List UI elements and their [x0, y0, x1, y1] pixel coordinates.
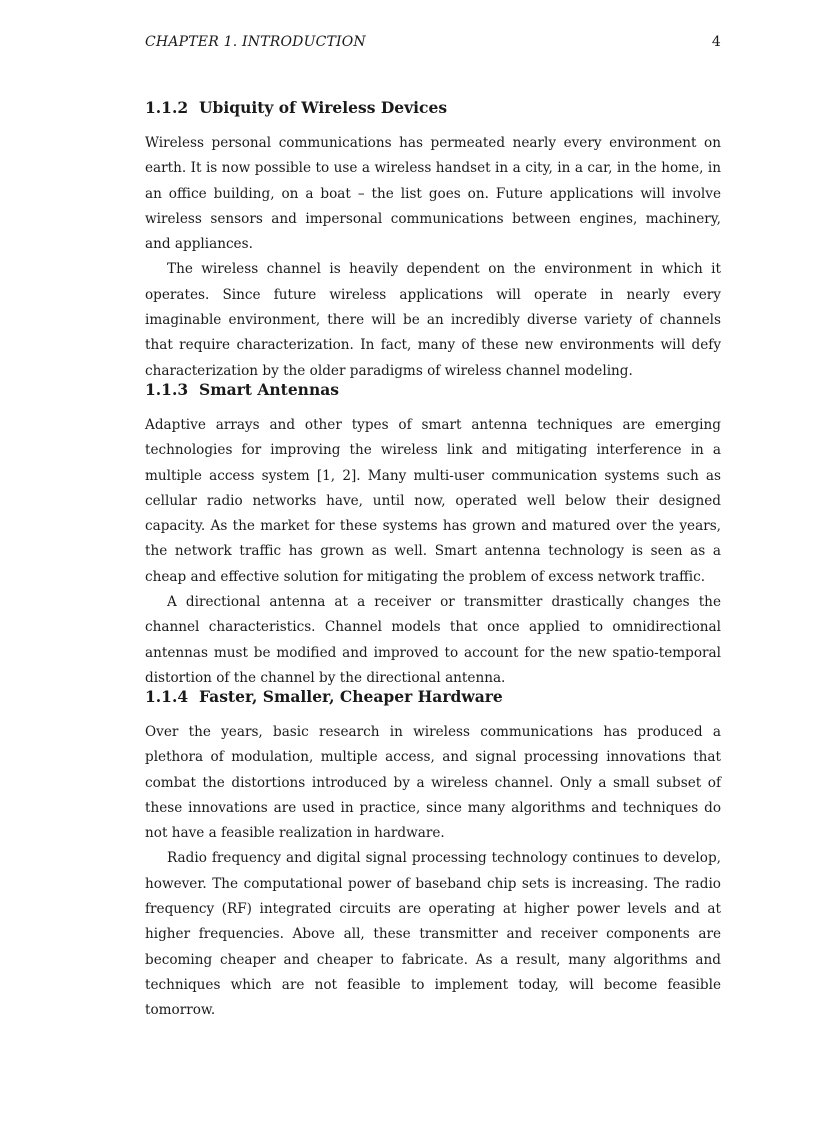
- section-title: Faster, Smaller, Cheaper Hardware: [199, 687, 503, 706]
- section-number: 1.1.3: [145, 380, 189, 399]
- section-1-1-3: [145, 380, 721, 691]
- section-number: 1.1.4: [145, 687, 189, 706]
- section-title: Smart Antennas: [199, 380, 339, 399]
- section-heading: [145, 98, 721, 118]
- chapter-title: CHAPTER 1. INTRODUCTION: [145, 34, 366, 50]
- section-number: 1.1.2: [145, 98, 189, 117]
- section-1-1-4: [145, 687, 721, 1024]
- section-heading: [145, 380, 721, 400]
- paragraph: The wireless channel is heavily dependent on the environment in which it operates. Since future wireless applications will operate in nearly every imaginable environment, there will be an incredibly diverse variety of channels that require characterization. In fact, many of these new environments will defy characterization by the older paradigms of wireless channel modeling.: [145, 261, 721, 379]
- running-header: [145, 34, 721, 54]
- paragraph: Adaptive arrays and other types of smart antenna techniques are emerging technologies for improving the wireless link and mitigating interference in a multiple access system [1, 2]. Many multi-user communication systems such as cellular radio networks have, until now, operated well below their designed capacity. As the market for these systems has grown and matured over the years, the network traffic has grown as well. Smart antenna technology is seen as a cheap and effective solution for mitigating the problem of excess network traffic.: [145, 417, 721, 585]
- section-title: Ubiquity of Wireless Devices: [199, 98, 448, 117]
- paragraph: Wireless personal communications has permeated nearly every environment on earth. It is now possible to use a wireless handset in a city, in a car, in the home, in an office building, on a boat – the list goes on. Future applications will involve wireless sensors and impersonal communications between engines, machinery, and appliances.: [145, 135, 721, 253]
- section-1-1-2: [145, 98, 721, 384]
- page-number: 4: [711, 34, 721, 50]
- section-heading: [145, 687, 721, 707]
- paragraph: A directional antenna at a receiver or transmitter drastically changes the channel characteristics. Channel models that once applied to omnidirectional antennas must be modified and improved to account for the new spatio-temporal distortion of the channel by the directional antenna.: [145, 594, 721, 686]
- paragraph: Over the years, basic research in wireless communications has produced a plethora of modulation, multiple access, and signal processing innovations that combat the distortions introduced by a wireless channel. Only a small subset of these innovations are used in practice, since many algorithms and techniques do not have a feasible realization in hardware.: [145, 724, 721, 842]
- paragraph: Radio frequency and digital signal processing technology continues to develop, however. The computational power of baseband chip sets is increasing. The radio frequency (RF) integrated circuits are operating at higher power levels and at higher frequencies. Above all, these transmitter and receiver components are becoming cheaper and cheaper to fabricate. As a result, many algorithms and techniques which are not feasible to implement today, will become feasible tomorrow.: [145, 850, 721, 1019]
